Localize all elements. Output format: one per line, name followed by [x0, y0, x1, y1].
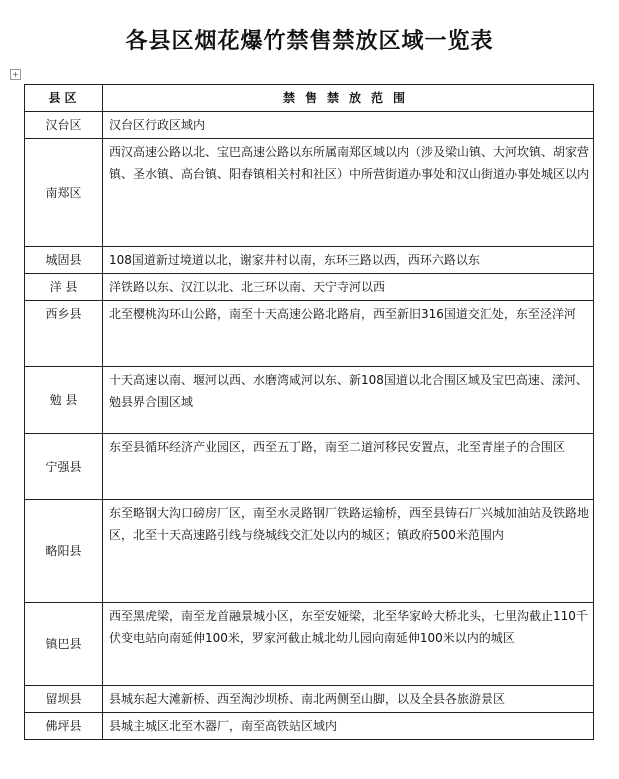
county-cell: 西乡县: [25, 301, 103, 367]
county-cell: 洋 县: [25, 274, 103, 301]
table-row: [25, 301, 594, 367]
table-row: [25, 713, 594, 740]
range-cell: 洋铁路以东、汉江以北、北三环以南、天宁寺河以西: [103, 274, 594, 301]
table-row: [25, 274, 594, 301]
range-cell: 108国道新过境道以北，谢家井村以南，东环三路以西，西环六路以东: [103, 247, 594, 274]
range-cell: 十天高速以南、堰河以西、水磨湾咸河以东、新108国道以北合围区域及宝巴高速、漾河、勉县界合围区域: [103, 367, 594, 434]
range-cell: 县城主城区北至木器厂，南至高铁站区域内: [103, 713, 594, 740]
county-cell: 勉 县: [25, 367, 103, 434]
table-row: [25, 367, 594, 434]
county-cell: 留坝县: [25, 686, 103, 713]
header-county: 县区: [25, 85, 103, 112]
table-row: [25, 112, 594, 139]
county-cell: 汉台区: [25, 112, 103, 139]
table-header-row: [25, 85, 594, 112]
range-cell: 西汉高速公路以北、宝巴高速公路以东所属南郑区域以内（涉及梁山镇、大河坎镇、胡家营镇、圣水镇、高台镇、阳春镇相关村和社区）中所营街道办事处和汉山街道办事处城区以内: [103, 139, 594, 247]
county-cell: 镇巴县: [25, 603, 103, 686]
table-row: [25, 139, 594, 247]
range-cell: 东至县循环经济产业园区，西至五丁路，南至二道河移民安置点，北至青崖子的合围区: [103, 434, 594, 500]
page-title: 各县区烟花爆竹禁售禁放区域一览表: [125, 29, 494, 54]
table-row: [25, 603, 594, 686]
ban-area-table: [24, 84, 594, 740]
county-cell: 略阳县: [25, 500, 103, 603]
table-row: [25, 500, 594, 603]
range-cell: 北至樱桃沟环山公路，南至十天高速公路北路肩，西至新旧316国道交汇处，东至泾洋河: [103, 301, 594, 367]
county-cell: 南郑区: [25, 139, 103, 247]
county-cell: 佛坪县: [25, 713, 103, 740]
table-move-handle-icon[interactable]: +: [10, 69, 21, 80]
county-cell: 城固县: [25, 247, 103, 274]
header-range: 禁售禁放范围: [103, 85, 594, 112]
table-row: [25, 686, 594, 713]
range-cell: 县城东起大滩新桥、西至淘沙坝桥、南北两侧至山脚，以及全县各旅游景区: [103, 686, 594, 713]
county-cell: 宁强县: [25, 434, 103, 500]
range-cell: 西至黑虎梁，南至龙首融景城小区，东至安娅梁，北至华家岭大桥北头，七里沟截止110千伏变电站向南延伸100米，罗家河截止城北幼儿园向南延伸100米以内的城区: [103, 603, 594, 686]
range-cell: 东至略钢大沟口磅房厂区，南至水灵路钢厂铁路运输桥，西至县铸石厂兴城加油站及铁路地区，北至十天高速路引线与绕城线交汇处以内的城区；镇政府500米范围内: [103, 500, 594, 603]
range-cell: 汉台区行政区域内: [103, 112, 594, 139]
table-row: [25, 247, 594, 274]
table-row: [25, 434, 594, 500]
